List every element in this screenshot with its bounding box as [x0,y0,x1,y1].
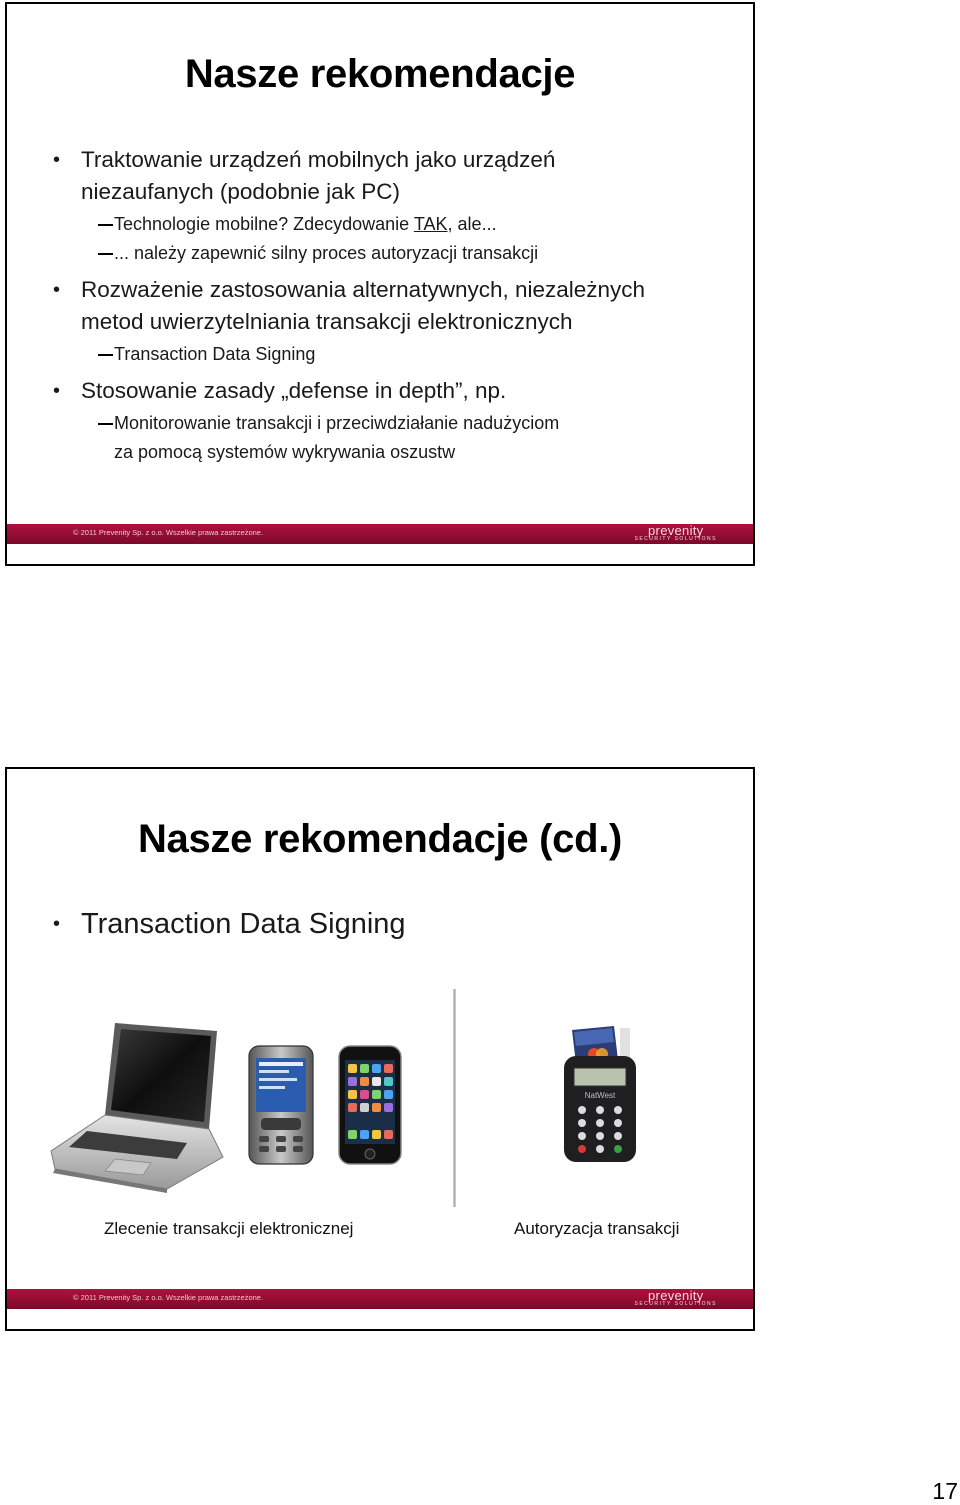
bullet-list [49,144,733,467]
bullet-text-line: Stosowanie zasady „defense in depth”, np. [81,378,507,403]
bullet-item [49,144,733,208]
brand-tagline: SECURITY SOLUTIONS [634,1301,717,1307]
sub-bullet-text: ... należy zapewnić silny proces autoryzacji transakcji [114,243,539,263]
slide-footer [7,524,753,544]
brand-logo [635,525,717,542]
reader-brand-label: NatWest [584,1091,616,1100]
brand-name: prevenity [648,523,704,538]
brand-logo [635,1290,717,1307]
bullet-text: Transaction Data Signing [81,908,406,940]
caption-right: Autoryzacja transakcji [514,1219,680,1238]
sub-bullet-text: za pomocą systemów wykrywania oszustw [114,442,456,462]
sub-bullet-item [49,340,733,369]
brand-name: prevenity [648,1288,704,1303]
laptop-icon [47,1019,227,1194]
sub-bullet-item [49,210,733,239]
slide-1 [5,2,755,566]
copyright-text: © 2011 Prevenity Sp. z o.o. Wszelkie prawa zastrzeżone. [73,528,264,537]
dash-marker [98,253,113,255]
slide-title: Nasze rekomendacje (cd.) [137,817,623,861]
bullet-text-line: Traktowanie urządzeń mobilnych jako urządzeń [81,147,556,172]
bullet-text-line: metod uwierzytelniania transakcji elektronicznych [81,309,573,334]
bullet-item [49,904,733,944]
bullet-item [49,375,733,407]
bullet-list [49,904,733,946]
caption-left: Zlecenie transakcji elektronicznej [104,1219,354,1238]
smartphone-icon [247,1044,317,1166]
dash-marker [98,423,113,425]
dash-marker [98,224,113,226]
separator-line [453,989,456,1207]
bullet-item [49,274,733,338]
sub-bullet-text: Transaction Data Signing [114,344,316,364]
bullet-text-line: niezaufanych (podobnie jak PC) [81,179,400,204]
slide-2 [5,767,755,1331]
emphasis-text: TAK [413,214,448,234]
brand-tagline: SECURITY SOLUTIONS [634,536,717,542]
slide-title: Nasze rekomendacje [184,52,576,96]
slide-footer [7,1289,753,1309]
iphone-icon [337,1044,403,1166]
bullet-text-line: Rozważenie zastosowania alternatywnych, niezależnych [81,277,646,302]
dash-marker [98,354,113,356]
copyright-text: © 2011 Prevenity Sp. z o.o. Wszelkie prawa zastrzeżone. [73,1293,264,1302]
sub-bullet-item [49,409,733,467]
sub-bullet-text: Technologie mobilne? Zdecydowanie [114,214,414,234]
sub-bullet-text: Monitorowanie transakcji i przeciwdziałanie nadużyciom [114,413,560,433]
page-number: 17 [932,1478,958,1504]
sub-bullet-text: , ale... [447,214,497,234]
sub-bullet-item [49,239,733,268]
card-reader-icon [552,1024,648,1164]
